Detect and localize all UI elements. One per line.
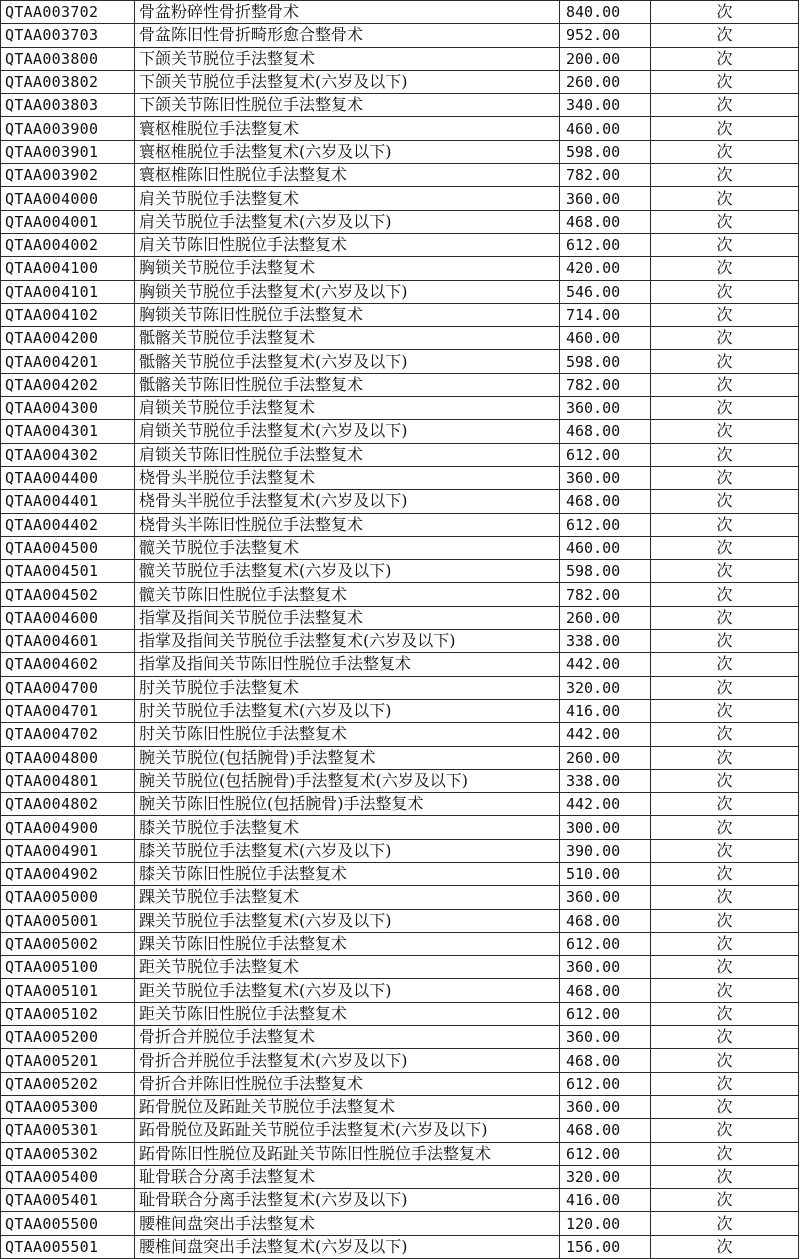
item-unit-cell: 次 <box>651 24 799 47</box>
item-name-cell: 踝关节脱位手法整复术 <box>135 886 560 909</box>
item-code-cell: QTAA005301 <box>1 1119 135 1142</box>
table-row <box>1 466 799 489</box>
table-row <box>1 1165 799 1188</box>
item-name-cell: 肩锁关节脱位手法整复术 <box>135 397 560 420</box>
table-row <box>1 583 799 606</box>
item-code-cell: QTAA003900 <box>1 117 135 140</box>
table-row <box>1 280 799 303</box>
item-name-cell: 下颌关节陈旧性脱位手法整复术 <box>135 94 560 117</box>
item-name-cell: 肩锁关节脱位手法整复术(六岁及以下) <box>135 420 560 443</box>
table-row <box>1 397 799 420</box>
item-name-cell: 跖骨陈旧性脱位及跖趾关节陈旧性脱位手法整复术 <box>135 1142 560 1165</box>
item-unit-cell: 次 <box>651 932 799 955</box>
table-row <box>1 676 799 699</box>
item-name-cell: 距关节脱位手法整复术 <box>135 956 560 979</box>
item-code-cell: QTAA004501 <box>1 560 135 583</box>
item-unit-cell: 次 <box>651 70 799 93</box>
item-name-cell: 肩关节陈旧性脱位手法整复术 <box>135 233 560 256</box>
item-code-cell: QTAA003800 <box>1 47 135 70</box>
item-unit-cell: 次 <box>651 280 799 303</box>
item-name-cell: 桡骨头半脱位手法整复术 <box>135 466 560 489</box>
item-unit-cell: 次 <box>651 443 799 466</box>
item-code-cell: QTAA003803 <box>1 94 135 117</box>
item-code-cell: QTAA004901 <box>1 839 135 862</box>
item-name-cell: 胸锁关节脱位手法整复术(六岁及以下) <box>135 280 560 303</box>
item-price-cell: 952.00 <box>560 24 651 47</box>
item-code-cell: QTAA005500 <box>1 1212 135 1235</box>
table-row <box>1 816 799 839</box>
item-price-cell: 260.00 <box>560 606 651 629</box>
item-unit-cell: 次 <box>651 187 799 210</box>
item-name-cell: 耻骨联合分离手法整复术(六岁及以下) <box>135 1189 560 1212</box>
table-row <box>1 606 799 629</box>
item-price-cell: 714.00 <box>560 303 651 326</box>
item-name-cell: 骨折合并陈旧性脱位手法整复术 <box>135 1072 560 1095</box>
item-price-cell: 360.00 <box>560 886 651 909</box>
item-code-cell: QTAA004202 <box>1 373 135 396</box>
item-price-cell: 612.00 <box>560 1142 651 1165</box>
item-code-cell: QTAA005001 <box>1 909 135 932</box>
item-code-cell: QTAA004200 <box>1 327 135 350</box>
item-price-cell: 360.00 <box>560 1095 651 1118</box>
item-code-cell: QTAA004601 <box>1 630 135 653</box>
item-unit-cell: 次 <box>651 327 799 350</box>
item-name-cell: 寰枢椎脱位手法整复术(六岁及以下) <box>135 140 560 163</box>
item-name-cell: 下颌关节脱位手法整复术(六岁及以下) <box>135 70 560 93</box>
item-price-cell: 782.00 <box>560 373 651 396</box>
table-row <box>1 24 799 47</box>
item-code-cell: QTAA005202 <box>1 1072 135 1095</box>
item-unit-cell: 次 <box>651 210 799 233</box>
item-code-cell: QTAA004301 <box>1 420 135 443</box>
table-row <box>1 233 799 256</box>
item-name-cell: 膝关节陈旧性脱位手法整复术 <box>135 862 560 885</box>
item-unit-cell: 次 <box>651 94 799 117</box>
item-unit-cell: 次 <box>651 303 799 326</box>
item-name-cell: 桡骨头半陈旧性脱位手法整复术 <box>135 513 560 536</box>
table-row <box>1 94 799 117</box>
item-code-cell: QTAA004101 <box>1 280 135 303</box>
item-name-cell: 骶髂关节陈旧性脱位手法整复术 <box>135 373 560 396</box>
item-price-cell: 416.00 <box>560 1189 651 1212</box>
item-price-cell: 360.00 <box>560 1026 651 1049</box>
table-row <box>1 1212 799 1235</box>
item-name-cell: 胸锁关节脱位手法整复术 <box>135 257 560 280</box>
item-price-cell: 360.00 <box>560 956 651 979</box>
table-row <box>1 187 799 210</box>
item-name-cell: 肩关节脱位手法整复术(六岁及以下) <box>135 210 560 233</box>
item-code-cell: QTAA004400 <box>1 466 135 489</box>
item-name-cell: 踝关节脱位手法整复术(六岁及以下) <box>135 909 560 932</box>
item-code-cell: QTAA004000 <box>1 187 135 210</box>
item-code-cell: QTAA005401 <box>1 1189 135 1212</box>
item-price-cell: 468.00 <box>560 979 651 1002</box>
item-code-cell: QTAA004502 <box>1 583 135 606</box>
item-price-cell: 612.00 <box>560 233 651 256</box>
item-name-cell: 指掌及指间关节脱位手法整复术(六岁及以下) <box>135 630 560 653</box>
item-code-cell: QTAA005501 <box>1 1235 135 1258</box>
item-code-cell: QTAA004302 <box>1 443 135 466</box>
item-unit-cell: 次 <box>651 164 799 187</box>
table-row <box>1 210 799 233</box>
item-unit-cell: 次 <box>651 397 799 420</box>
item-unit-cell: 次 <box>651 560 799 583</box>
item-name-cell: 寰枢椎陈旧性脱位手法整复术 <box>135 164 560 187</box>
item-unit-cell: 次 <box>651 420 799 443</box>
item-price-cell: 360.00 <box>560 187 651 210</box>
table-row <box>1 1026 799 1049</box>
item-price-cell: 460.00 <box>560 536 651 559</box>
table-row <box>1 1002 799 1025</box>
table-row <box>1 47 799 70</box>
table-row <box>1 886 799 909</box>
item-price-cell: 200.00 <box>560 47 651 70</box>
table-row <box>1 1095 799 1118</box>
item-unit-cell: 次 <box>651 862 799 885</box>
table-row <box>1 560 799 583</box>
item-price-cell: 468.00 <box>560 420 651 443</box>
item-name-cell: 距关节陈旧性脱位手法整复术 <box>135 1002 560 1025</box>
item-price-cell: 460.00 <box>560 117 651 140</box>
item-price-cell: 510.00 <box>560 862 651 885</box>
item-unit-cell: 次 <box>651 1072 799 1095</box>
item-price-cell: 156.00 <box>560 1235 651 1258</box>
item-code-cell: QTAA004500 <box>1 536 135 559</box>
table-row <box>1 839 799 862</box>
item-price-cell: 612.00 <box>560 932 651 955</box>
item-price-cell: 612.00 <box>560 513 651 536</box>
item-unit-cell: 次 <box>651 350 799 373</box>
table-row <box>1 1 799 24</box>
item-price-cell: 420.00 <box>560 257 651 280</box>
table-row <box>1 1049 799 1072</box>
item-code-cell: QTAA003902 <box>1 164 135 187</box>
item-unit-cell: 次 <box>651 233 799 256</box>
item-code-cell: QTAA004201 <box>1 350 135 373</box>
item-name-cell: 下颌关节脱位手法整复术 <box>135 47 560 70</box>
item-name-cell: 跖骨脱位及跖趾关节脱位手法整复术(六岁及以下) <box>135 1119 560 1142</box>
item-price-cell: 120.00 <box>560 1212 651 1235</box>
item-name-cell: 骨盆粉碎性骨折整骨术 <box>135 1 560 24</box>
item-unit-cell: 次 <box>651 1142 799 1165</box>
table-row <box>1 536 799 559</box>
item-unit-cell: 次 <box>651 1002 799 1025</box>
item-code-cell: QTAA004300 <box>1 397 135 420</box>
item-name-cell: 髋关节脱位手法整复术 <box>135 536 560 559</box>
item-price-cell: 468.00 <box>560 1119 651 1142</box>
item-price-cell: 442.00 <box>560 793 651 816</box>
item-unit-cell: 次 <box>651 1212 799 1235</box>
table-row <box>1 653 799 676</box>
item-unit-cell: 次 <box>651 47 799 70</box>
item-code-cell: QTAA005101 <box>1 979 135 1002</box>
item-unit-cell: 次 <box>651 1165 799 1188</box>
table-row <box>1 1119 799 1142</box>
item-name-cell: 骨折合并脱位手法整复术(六岁及以下) <box>135 1049 560 1072</box>
item-code-cell: QTAA003703 <box>1 24 135 47</box>
item-name-cell: 距关节脱位手法整复术(六岁及以下) <box>135 979 560 1002</box>
item-name-cell: 肩锁关节陈旧性脱位手法整复术 <box>135 443 560 466</box>
table-row <box>1 140 799 163</box>
item-code-cell: QTAA004701 <box>1 699 135 722</box>
item-code-cell: QTAA005000 <box>1 886 135 909</box>
item-unit-cell: 次 <box>651 746 799 769</box>
item-unit-cell: 次 <box>651 117 799 140</box>
item-code-cell: QTAA004002 <box>1 233 135 256</box>
table-row <box>1 350 799 373</box>
item-code-cell: QTAA005102 <box>1 1002 135 1025</box>
item-unit-cell: 次 <box>651 956 799 979</box>
item-unit-cell: 次 <box>651 839 799 862</box>
item-code-cell: QTAA004902 <box>1 862 135 885</box>
table-row <box>1 862 799 885</box>
item-unit-cell: 次 <box>651 653 799 676</box>
item-name-cell: 骶髂关节脱位手法整复术 <box>135 327 560 350</box>
item-price-cell: 468.00 <box>560 909 651 932</box>
item-unit-cell: 次 <box>651 1119 799 1142</box>
item-price-cell: 260.00 <box>560 70 651 93</box>
item-name-cell: 指掌及指间关节脱位手法整复术 <box>135 606 560 629</box>
item-price-cell: 416.00 <box>560 699 651 722</box>
table-row <box>1 769 799 792</box>
item-price-cell: 460.00 <box>560 327 651 350</box>
table-row <box>1 164 799 187</box>
item-unit-cell: 次 <box>651 723 799 746</box>
item-name-cell: 腕关节脱位(包括腕骨)手法整复术 <box>135 746 560 769</box>
item-code-cell: QTAA004600 <box>1 606 135 629</box>
item-code-cell: QTAA004001 <box>1 210 135 233</box>
table-row <box>1 490 799 513</box>
item-name-cell: 腕关节陈旧性脱位(包括腕骨)手法整复术 <box>135 793 560 816</box>
table-row <box>1 117 799 140</box>
table-row <box>1 909 799 932</box>
item-name-cell: 腰椎间盘突出手法整复术 <box>135 1212 560 1235</box>
item-price-cell: 598.00 <box>560 140 651 163</box>
item-unit-cell: 次 <box>651 769 799 792</box>
item-unit-cell: 次 <box>651 536 799 559</box>
item-unit-cell: 次 <box>651 1189 799 1212</box>
item-code-cell: QTAA005201 <box>1 1049 135 1072</box>
item-name-cell: 骶髂关节脱位手法整复术(六岁及以下) <box>135 350 560 373</box>
item-price-cell: 782.00 <box>560 583 651 606</box>
item-unit-cell: 次 <box>651 373 799 396</box>
table-row <box>1 513 799 536</box>
item-unit-cell: 次 <box>651 1235 799 1258</box>
item-unit-cell: 次 <box>651 583 799 606</box>
item-price-cell: 468.00 <box>560 1049 651 1072</box>
item-price-cell: 612.00 <box>560 443 651 466</box>
item-name-cell: 桡骨头半脱位手法整复术(六岁及以下) <box>135 490 560 513</box>
item-name-cell: 肘关节陈旧性脱位手法整复术 <box>135 723 560 746</box>
item-code-cell: QTAA005200 <box>1 1026 135 1049</box>
table-row <box>1 420 799 443</box>
item-name-cell: 跖骨脱位及跖趾关节脱位手法整复术 <box>135 1095 560 1118</box>
item-name-cell: 肩关节脱位手法整复术 <box>135 187 560 210</box>
item-name-cell: 踝关节陈旧性脱位手法整复术 <box>135 932 560 955</box>
item-code-cell: QTAA004700 <box>1 676 135 699</box>
item-unit-cell: 次 <box>651 140 799 163</box>
item-name-cell: 肘关节脱位手法整复术(六岁及以下) <box>135 699 560 722</box>
item-unit-cell: 次 <box>651 699 799 722</box>
table-row <box>1 746 799 769</box>
item-name-cell: 膝关节脱位手法整复术(六岁及以下) <box>135 839 560 862</box>
item-code-cell: QTAA005002 <box>1 932 135 955</box>
item-price-cell: 260.00 <box>560 746 651 769</box>
table-row <box>1 70 799 93</box>
item-code-cell: QTAA003802 <box>1 70 135 93</box>
item-price-cell: 468.00 <box>560 490 651 513</box>
item-price-cell: 300.00 <box>560 816 651 839</box>
table-row <box>1 956 799 979</box>
item-name-cell: 胸锁关节陈旧性脱位手法整复术 <box>135 303 560 326</box>
item-unit-cell: 次 <box>651 886 799 909</box>
item-unit-cell: 次 <box>651 257 799 280</box>
table-row <box>1 1142 799 1165</box>
item-name-cell: 骨盆陈旧性骨折畸形愈合整骨术 <box>135 24 560 47</box>
item-price-cell: 546.00 <box>560 280 651 303</box>
item-price-cell: 338.00 <box>560 630 651 653</box>
item-unit-cell: 次 <box>651 490 799 513</box>
item-code-cell: QTAA004900 <box>1 816 135 839</box>
price-table-body <box>1 1 799 1259</box>
table-row <box>1 932 799 955</box>
table-row <box>1 1235 799 1258</box>
item-code-cell: QTAA004402 <box>1 513 135 536</box>
item-price-cell: 598.00 <box>560 560 651 583</box>
item-unit-cell: 次 <box>651 1026 799 1049</box>
item-code-cell: QTAA004802 <box>1 793 135 816</box>
item-unit-cell: 次 <box>651 793 799 816</box>
item-unit-cell: 次 <box>651 606 799 629</box>
table-row <box>1 257 799 280</box>
item-price-cell: 612.00 <box>560 1002 651 1025</box>
item-name-cell: 指掌及指间关节陈旧性脱位手法整复术 <box>135 653 560 676</box>
item-price-cell: 320.00 <box>560 1165 651 1188</box>
item-code-cell: QTAA004602 <box>1 653 135 676</box>
item-price-cell: 782.00 <box>560 164 651 187</box>
item-name-cell: 耻骨联合分离手法整复术 <box>135 1165 560 1188</box>
item-unit-cell: 次 <box>651 816 799 839</box>
item-code-cell: QTAA004100 <box>1 257 135 280</box>
item-price-cell: 340.00 <box>560 94 651 117</box>
item-unit-cell: 次 <box>651 466 799 489</box>
item-name-cell: 寰枢椎脱位手法整复术 <box>135 117 560 140</box>
item-unit-cell: 次 <box>651 630 799 653</box>
table-row <box>1 979 799 1002</box>
item-unit-cell: 次 <box>651 513 799 536</box>
table-row <box>1 793 799 816</box>
item-name-cell: 肘关节脱位手法整复术 <box>135 676 560 699</box>
item-code-cell: QTAA005302 <box>1 1142 135 1165</box>
item-price-cell: 840.00 <box>560 1 651 24</box>
item-code-cell: QTAA003901 <box>1 140 135 163</box>
table-row <box>1 1072 799 1095</box>
item-code-cell: QTAA005300 <box>1 1095 135 1118</box>
table-row <box>1 443 799 466</box>
item-price-cell: 320.00 <box>560 676 651 699</box>
item-price-cell: 612.00 <box>560 1072 651 1095</box>
item-name-cell: 髋关节脱位手法整复术(六岁及以下) <box>135 560 560 583</box>
table-row <box>1 723 799 746</box>
item-code-cell: QTAA004800 <box>1 746 135 769</box>
table-row <box>1 630 799 653</box>
table-row <box>1 303 799 326</box>
item-price-cell: 468.00 <box>560 210 651 233</box>
item-unit-cell: 次 <box>651 1 799 24</box>
table-row <box>1 373 799 396</box>
table-row <box>1 1189 799 1212</box>
item-name-cell: 腰椎间盘突出手法整复术(六岁及以下) <box>135 1235 560 1258</box>
item-code-cell: QTAA004401 <box>1 490 135 513</box>
item-unit-cell: 次 <box>651 676 799 699</box>
item-price-cell: 598.00 <box>560 350 651 373</box>
item-price-cell: 338.00 <box>560 769 651 792</box>
item-code-cell: QTAA004702 <box>1 723 135 746</box>
item-unit-cell: 次 <box>651 1049 799 1072</box>
item-unit-cell: 次 <box>651 1095 799 1118</box>
item-code-cell: QTAA004801 <box>1 769 135 792</box>
item-code-cell: QTAA005400 <box>1 1165 135 1188</box>
item-name-cell: 骨折合并脱位手法整复术 <box>135 1026 560 1049</box>
item-unit-cell: 次 <box>651 979 799 1002</box>
item-price-cell: 360.00 <box>560 466 651 489</box>
item-unit-cell: 次 <box>651 909 799 932</box>
item-price-cell: 390.00 <box>560 839 651 862</box>
item-code-cell: QTAA005100 <box>1 956 135 979</box>
item-code-cell: QTAA003702 <box>1 1 135 24</box>
item-price-cell: 360.00 <box>560 397 651 420</box>
item-name-cell: 腕关节脱位(包括腕骨)手法整复术(六岁及以下) <box>135 769 560 792</box>
item-price-cell: 442.00 <box>560 723 651 746</box>
table-row <box>1 327 799 350</box>
item-name-cell: 膝关节脱位手法整复术 <box>135 816 560 839</box>
item-price-cell: 442.00 <box>560 653 651 676</box>
item-name-cell: 髋关节陈旧性脱位手法整复术 <box>135 583 560 606</box>
item-code-cell: QTAA004102 <box>1 303 135 326</box>
table-row <box>1 699 799 722</box>
